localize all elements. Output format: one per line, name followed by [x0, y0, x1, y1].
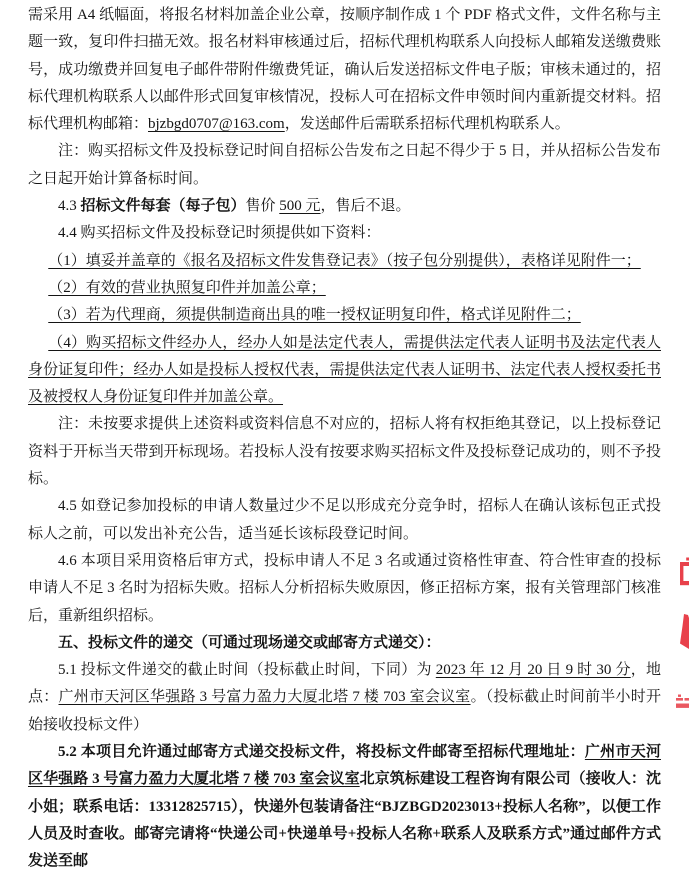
paragraph-item-1 — [28, 248, 661, 275]
text-run: 4.4 购买招标文件及投标登记时须提供如下资料： — [58, 225, 381, 241]
text-run: 售价 — [246, 198, 280, 214]
underlined-text: （2）有效的营业执照复印件并加盖公章； — [48, 280, 326, 296]
underlined-text: bjzbgd0707@163.com — [148, 116, 285, 132]
paragraph-item-4 — [28, 330, 661, 412]
underlined-text: （4）购买招标文件经办人，经办人如是法定代表人，需提供法定代表人证明书及法定代表人身份证复印件；经办人如是投标人授权代表，需提供法定代表人证明书、法定代表人授权委托书及被授权人身份证复印件并加盖公章。 — [28, 335, 661, 406]
paragraph-4-3-price — [28, 193, 661, 220]
underlined-text: 2023 年 12 月 20 日 9 时 30 分 — [436, 662, 631, 678]
bold-text: 北京筑标建设工程咨询有限公司（接收人：沈小姐；联系电话：13312825715），快递外包装请备注“BJZBGD2023013+投标人名称”，以便工作人员及时查收。邮寄完请将“快递公司+快递单号+投标人名称+联系人及联系方式”通过邮件方式发送至邮 — [28, 771, 661, 869]
paragraph-4-5-supplementary-notice — [28, 493, 661, 548]
text-run: 。（投标截止时间前半小时开始接收投标文件） — [28, 689, 661, 732]
paragraph-item-3 — [28, 302, 661, 329]
bold-text: 招标文件每套（每子包） — [81, 198, 246, 214]
heading-section-5 — [28, 630, 661, 657]
paragraph-5-2-mailing — [28, 739, 661, 875]
paragraph-item-2 — [28, 275, 661, 302]
text-run: 5.1 投标文件递交的截止时间（投标截止时间，下同）为 — [58, 662, 436, 678]
underlined-text: （3）若为代理商，须提供制造商出具的唯一授权证明复印件，格式详见附件二； — [48, 307, 581, 323]
paragraph-4-4-required-materials — [28, 220, 661, 247]
text-run: ，售后不退。 — [321, 198, 411, 214]
text-run: ，发送邮件后需联系招标代理机构联系人。 — [285, 116, 570, 132]
paragraph-4-6-qualification-review — [28, 548, 661, 630]
text-run: 注：未按要求提供上述资料或资料信息不对应的，招标人将有权拒绝其登记，以上投标登记资料于开标当天带到开标现场。若投标人没有按要求购买招标文件及投标登记成功的，则不予投标。 — [28, 416, 661, 487]
paragraph-note-purchase-time — [28, 138, 661, 193]
underlined-text: 500 元 — [279, 198, 320, 214]
bold-text: 5.2 本项目允许通过邮寄方式递交投标文件，将投标文件邮寄至招标代理地址： — [58, 744, 585, 760]
text-run: 需采用 A4 纸幅面，将报名材料加盖企业公章，按顺序制作成 1 个 PDF 格式文件，文件名称与主题一致，复印件扫描无效。报名材料审核通过后，招标代理机构联系人向投标人邮箱发送缴费账号，成功缴费并回复电子邮件带附件缴费凭证，确认后发送招标文件电子版；审核未通过的，招标代理机构联系人以邮件形式回复审核情况，投标人可在招标文件申领时间内重新提交材料。招标代理机构邮箱： — [28, 7, 661, 132]
text-run: ，地点： — [28, 662, 661, 705]
underlined-text: 广州市天河区华强路 3 号富力盈力大厦北塔 7 楼 703 室会议室 — [59, 689, 471, 705]
text-run: 4.6 本项目采用资格后审方式，投标申请人不足 3 名或通过资格性审查、符合性审查的投标申请人不足 3 名时为招标失败。招标人分析招标失败原因，修正招标方案，报有关管理部门核准后，重新组织招标。 — [28, 553, 661, 624]
text-run: 注：购买招标文件及投标登记时间自招标公告发布之日起不得少于 5 日，并从招标公告发布之日起开始计算备标时间。 — [28, 143, 661, 186]
bold-underlined-text: 广州市天河区华强路 3 号富力盈力大厦北塔 7 楼 703 室会议室 — [28, 744, 661, 787]
bold-text: 五、投标文件的递交（可通过现场递交或邮寄方式递交）： — [58, 635, 441, 651]
text-run: 4.3 — [58, 198, 81, 214]
underlined-text: （1）填妥并盖章的《报名及招标文件发售登记表》（按子包分别提供），表格详见附件一； — [48, 253, 641, 269]
paragraph-5-1-deadline — [28, 657, 661, 739]
text-run: 4.5 如登记参加投标的申请人数量过少不足以形成充分竞争时，招标人在确认该标包正式投标人之前，可以发出补充公告，适当延长该标段登记时间。 — [28, 498, 661, 541]
paragraph-registration-continuation — [28, 2, 661, 138]
paragraph-note-rejection — [28, 411, 661, 493]
